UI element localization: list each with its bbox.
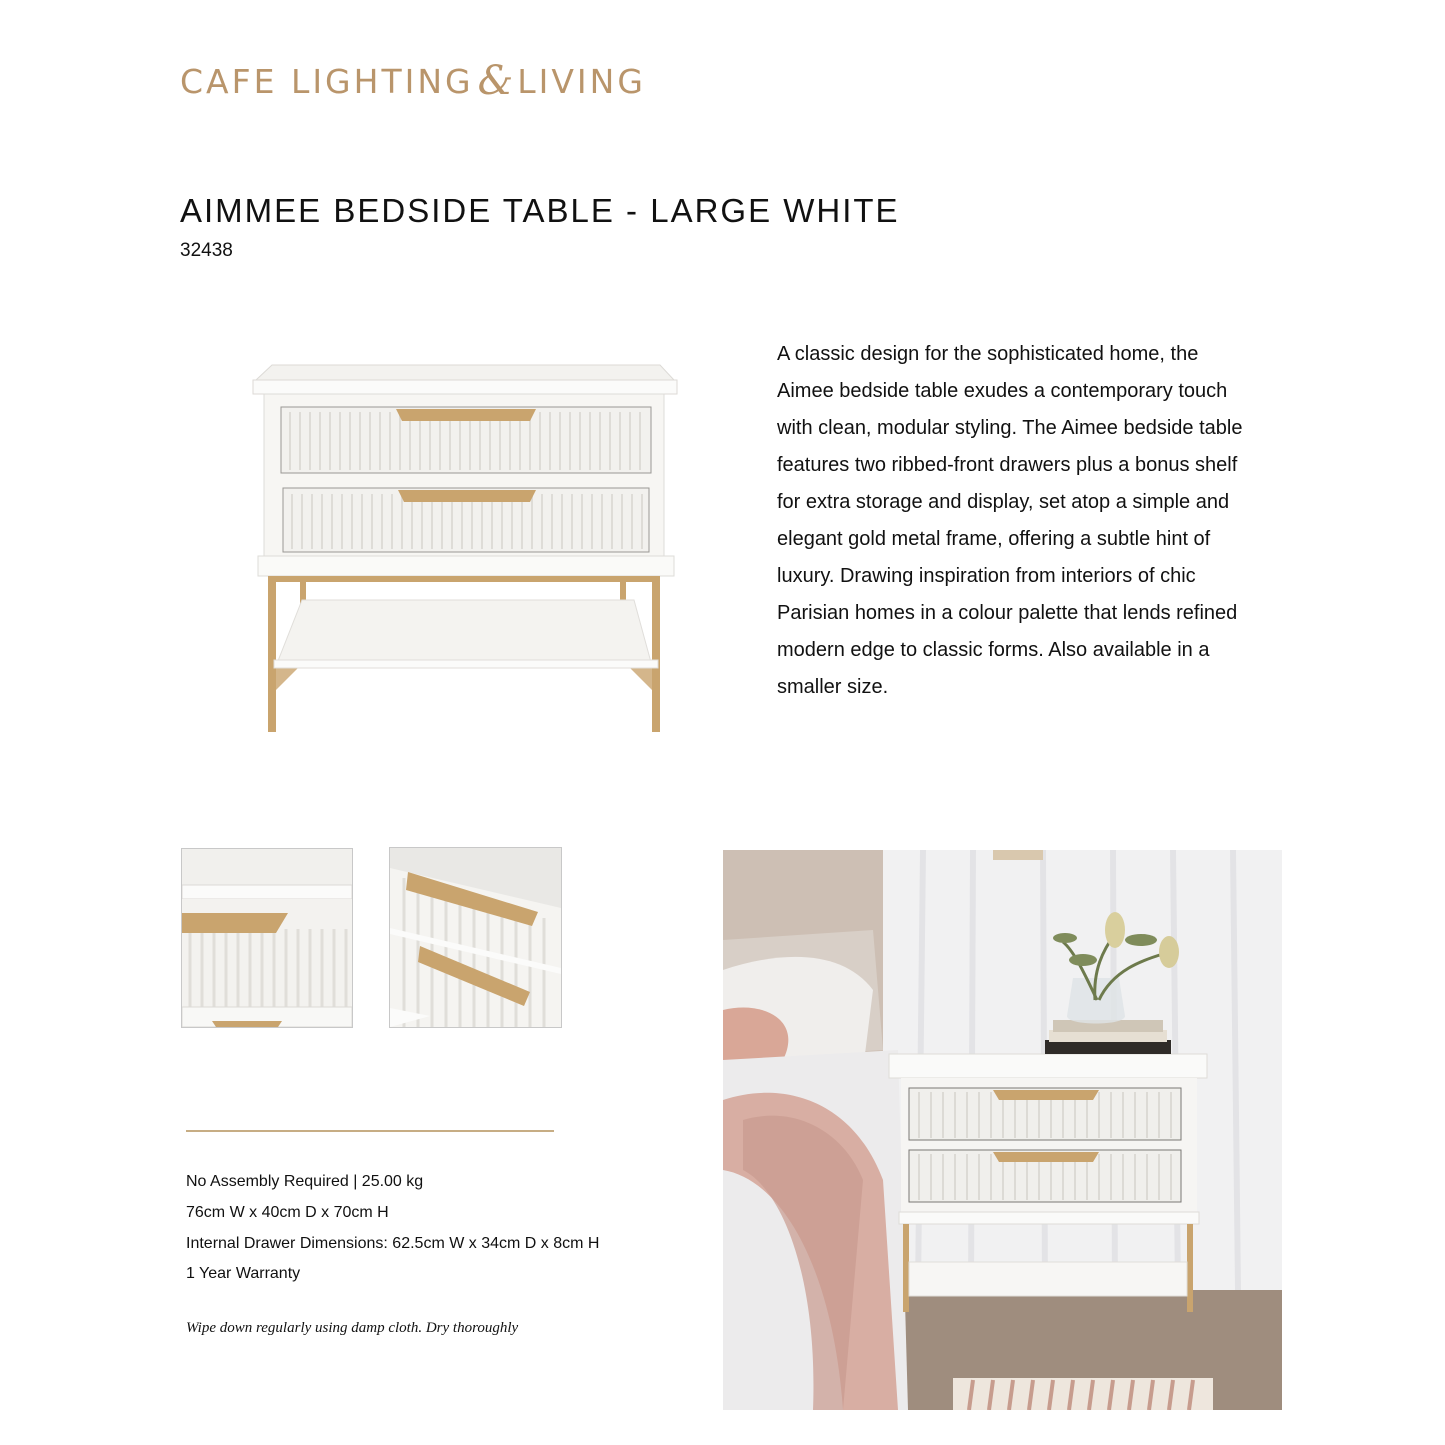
detail-image-handles <box>389 847 562 1028</box>
brand-logo <box>180 56 700 106</box>
lifestyle-image <box>723 850 1282 1410</box>
detail-image-drawer <box>181 848 353 1028</box>
spec-drawer-dimensions: Internal Drawer Dimensions: 62.5cm W x 34cm D x 8cm H <box>186 1235 600 1252</box>
product-sku: 32438 <box>180 240 233 261</box>
product-title: AIMMEE BEDSIDE TABLE - LARGE WHITE <box>180 192 900 229</box>
care-instructions: Wipe down regularly using damp cloth. Dry thoroughly <box>186 1320 519 1336</box>
brand-name-right: LIVING <box>517 61 646 101</box>
handle-detail-photo-icon <box>390 848 561 1027</box>
bedroom-scene-photo-icon <box>723 850 1282 1410</box>
main-product-image <box>250 360 680 740</box>
brand-ampersand: & <box>477 58 514 104</box>
brand-wordmark <box>180 58 646 104</box>
drawer-detail-photo-icon <box>182 849 352 1027</box>
spec-assembly-weight: No Assembly Required | 25.00 kg <box>186 1173 424 1190</box>
product-photo-icon <box>250 360 680 740</box>
product-description: A classic design for the sophisticated home, the Aimee bedside table exudes a contemporary touch with clean, modular styling. The Aimee bedside table features two ribbed-front drawers plus a bonus shelf for extra storage and display, set atop a simple and elegant gold metal frame, offering a subtle hint of luxury. Drawing inspiration from interiors of chic Parisian homes in a colour palette that lends refined modern edge to classic forms. Also available in a smaller size. <box>777 343 1243 698</box>
section-divider <box>186 1130 554 1132</box>
brand-name-left: CAFE LIGHTING <box>180 61 474 101</box>
spec-warranty: 1 Year Warranty <box>186 1265 301 1282</box>
spec-dimensions: 76cm W x 40cm D x 70cm H <box>186 1204 389 1221</box>
